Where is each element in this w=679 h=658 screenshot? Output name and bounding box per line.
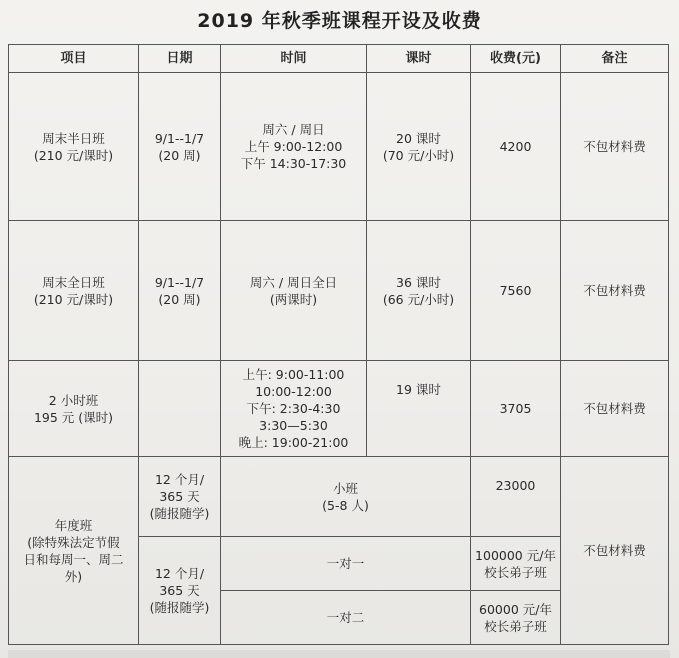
hours-count: 36 课时	[396, 274, 441, 290]
header-item: 项目	[9, 45, 139, 73]
fee-amount: 100000 元/年	[475, 547, 556, 563]
annual-desc-2: 日和每周一、周二	[23, 551, 124, 567]
class-name: 2 小时班	[48, 392, 99, 408]
time-afternoon: 下午 14:30-17:30	[240, 156, 347, 171]
row-date	[139, 221, 221, 361]
row-hours	[367, 73, 471, 221]
time-days: 周六 / 周日	[262, 122, 325, 137]
type-name: 小班	[332, 480, 358, 496]
class-name: 年度班	[54, 517, 93, 533]
row-type	[221, 457, 471, 537]
date-enroll: (随报随学)	[149, 600, 210, 615]
row-time	[221, 221, 367, 361]
row-fee: 23000	[471, 457, 561, 537]
cut-off-footer	[8, 650, 670, 658]
hours-count: 20 课时	[396, 130, 441, 146]
row-note: 不包材料费	[561, 73, 669, 221]
row-fee: 3705	[471, 361, 561, 457]
header-time: 时间	[221, 45, 367, 73]
row-type: 一对一	[221, 537, 471, 591]
hours-rate: (70 元/小时)	[382, 147, 455, 163]
annual-note: 不包材料费	[561, 457, 669, 645]
fee-table	[8, 44, 669, 645]
row-time	[221, 361, 367, 457]
type-size: (5-8 人)	[322, 497, 369, 513]
table-row	[9, 361, 669, 457]
header-hours: 课时	[367, 45, 471, 73]
time-evening: 晚上: 19:00-21:00	[238, 435, 349, 450]
row-item	[9, 361, 139, 457]
row-item	[9, 221, 139, 361]
date-weeks: (20 周)	[158, 291, 201, 307]
table-row	[9, 457, 669, 537]
row-fee: 7560	[471, 221, 561, 361]
fee-label: 校长弟子班	[484, 564, 547, 580]
hours-rate: (66 元/小时)	[382, 291, 455, 307]
date-days: 365 天	[159, 583, 200, 598]
time-days: 周六 / 周日全日	[249, 274, 338, 290]
time-morning-2: 10:00-12:00	[255, 384, 332, 399]
row-item	[9, 73, 139, 221]
annual-desc-1: (除特殊法定节假	[27, 534, 120, 550]
row-type: 一对二	[221, 591, 471, 645]
row-note: 不包材料费	[561, 221, 669, 361]
fee-label: 校长弟子班	[484, 618, 547, 634]
page-title: 2019 年秋季班课程开设及收费	[197, 10, 482, 32]
row-hours	[367, 221, 471, 361]
header-row	[9, 45, 669, 73]
row-date	[139, 73, 221, 221]
row-time	[221, 73, 367, 221]
time-afternoon-1: 下午: 2:30-4:30	[246, 401, 341, 416]
row-date	[139, 537, 221, 645]
date-weeks: (20 周)	[158, 147, 201, 163]
table-row	[9, 73, 669, 221]
annual-desc-3: 外)	[64, 568, 83, 584]
table-row	[9, 221, 669, 361]
row-note: 不包材料费	[561, 361, 669, 457]
date-range: 9/1--1/7	[154, 274, 205, 290]
date-months: 12 个月/	[154, 472, 205, 487]
row-fee: 4200	[471, 73, 561, 221]
header-note: 备注	[561, 45, 669, 73]
class-name: 周末全日班	[42, 274, 105, 290]
annual-item	[9, 457, 139, 645]
header-date: 日期	[139, 45, 221, 73]
date-days: 365 天	[159, 489, 200, 504]
class-rate: 195 元 (课时)	[33, 409, 114, 425]
class-rate: (210 元/课时)	[33, 291, 114, 307]
row-date	[139, 361, 221, 457]
fee-amount: 60000 元/年	[479, 601, 552, 617]
class-name: 周末半日班	[42, 130, 105, 146]
row-fee	[471, 591, 561, 645]
date-enroll: (随报随学)	[149, 506, 210, 521]
class-rate: (210 元/课时)	[33, 147, 114, 163]
time-sessions: (两课时)	[269, 291, 318, 307]
date-range: 9/1--1/7	[154, 130, 205, 146]
time-morning: 上午 9:00-12:00	[244, 139, 343, 154]
time-morning-1: 上午: 9:00-11:00	[242, 367, 345, 382]
row-date	[139, 457, 221, 537]
header-fee: 收费(元)	[471, 45, 561, 73]
row-hours: 19 课时	[367, 361, 471, 457]
time-afternoon-2: 3:30—5:30	[259, 418, 328, 433]
date-months: 12 个月/	[154, 566, 205, 581]
row-fee	[471, 537, 561, 591]
